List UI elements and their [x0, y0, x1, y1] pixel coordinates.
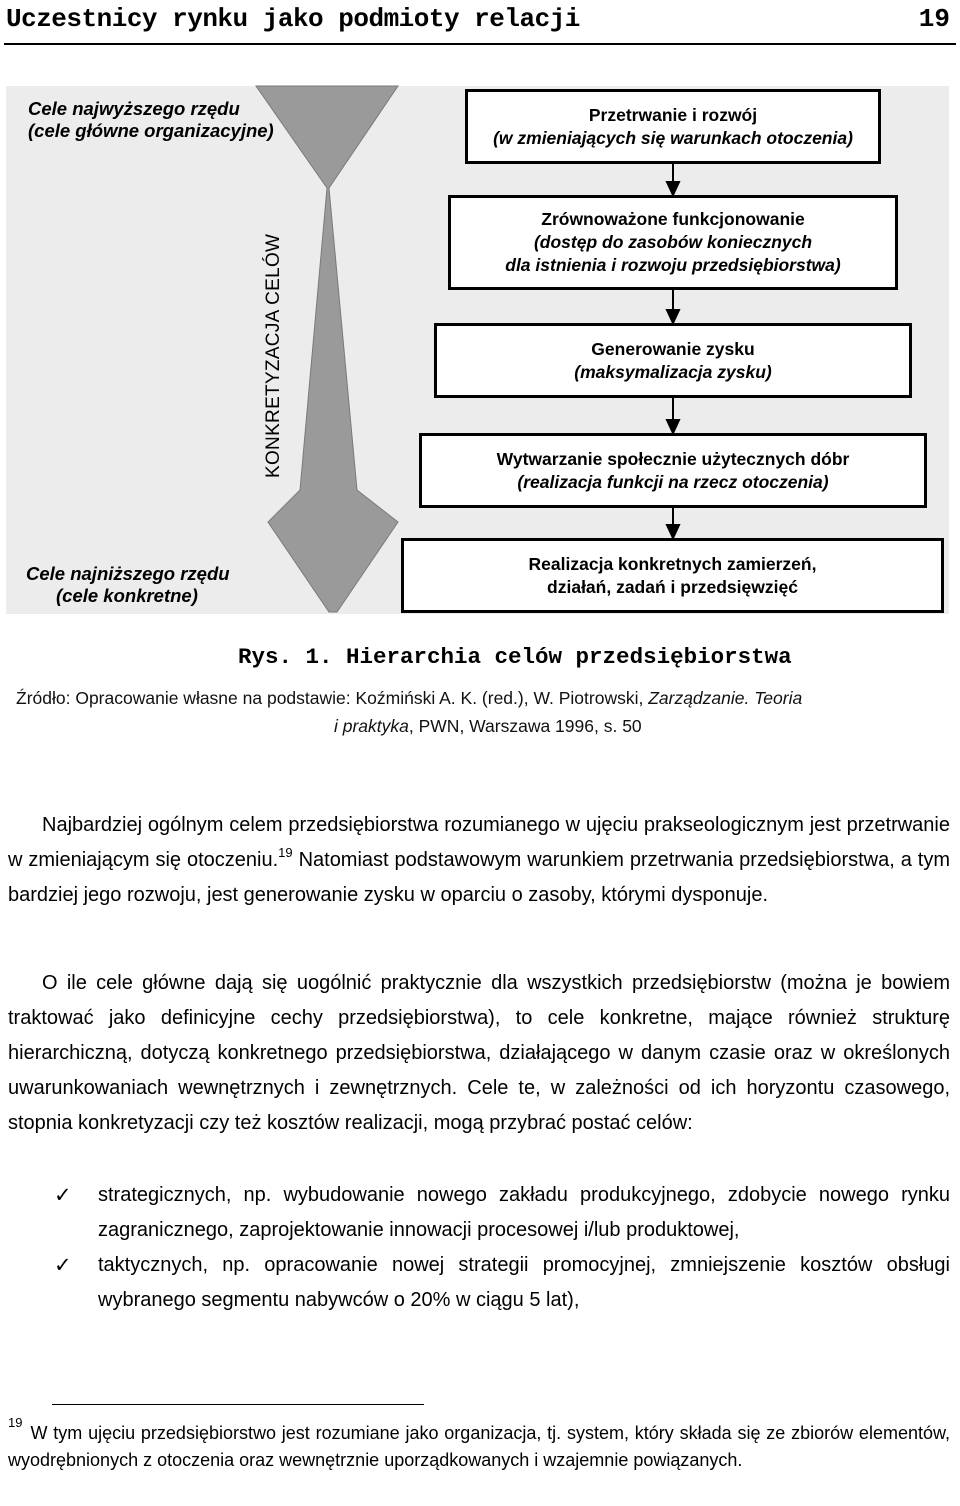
arrow-label: KONKRETYZACJA CELÓW	[263, 233, 284, 478]
figure-caption: Rys. 1. Hierarchia celów przedsiębiorstwa	[238, 644, 792, 670]
running-title: Uczestnicy rynku jako podmioty relacji	[6, 4, 580, 34]
page-number: 19	[918, 4, 950, 34]
goal-box-survival: Przetrwanie i rozwój (w zmieniających się warunkach otoczenia)	[465, 89, 881, 164]
list-item: ✓ taktycznych, np. opracowanie nowej strategii promocyjnej, zmniejszenie kosztów obsługi wybranego segmentu nabywców o 20% w ciągu 5 lat),	[8, 1248, 950, 1318]
footnote-ref[interactable]: 19	[278, 845, 293, 860]
checkmark-icon: ✓	[54, 1184, 72, 1207]
checkmark-icon: ✓	[54, 1254, 72, 1277]
list-item: ✓ strategicznych, np. wybudowanie nowego zakładu produkcyjnego, zdobycie nowego rynku zagranicznego, zaprojektowanie innowacji procesowej i/lub produktowej,	[8, 1178, 950, 1248]
connector-arrows	[0, 0, 960, 620]
footnote-separator	[52, 1404, 424, 1405]
goal-box-production: Wytwarzanie społecznie użytecznych dóbr (realizacja funkcji na rzecz otoczenia)	[419, 433, 927, 508]
footnote: $^{19}$W tym ujęciu przedsiębiorstwo jest rozumiane jako organizacja, tj. system, który składa się ze zbiorów elementów, wyodrębnionych z otoczenia oraz wewnętrznie uporządkowanych i wzajemnie powiązanych.	[8, 1415, 950, 1470]
paragraph-2: O ile cele główne dają się uogólnić praktycznie dla wszystkich przedsiębiorstw (można je bowiem traktować jako definicyjne cechy przedsiębiorstwa), to cele konkretne, mające również strukturę hierarchiczną, dotyczą konkretnego przedsiębiorstwa, działającego w danym czasie oraz w określonych uwarunkowaniach wewnętrznych i zewnętrznych. Cele te, w zależności od ich horyzontu czasowego, stopnia konkretyzacji czy też kosztów realizacji, mogą przybrać postać celów:	[8, 972, 950, 1134]
goal-box-profit: Generowanie zysku (maksymalizacja zysku)	[434, 323, 912, 398]
goals-list	[8, 1178, 950, 1318]
bottom-goals-label: Cele najniższego rzędu (cele konkretne)	[26, 563, 230, 606]
goal-box-realization: Realizacja konkretnych zamierzeń, działań, zadań i przedsięwzięć	[401, 538, 944, 613]
goal-box-balanced: Zrównoważone funkcjonowanie (dostęp do zasobów koniecznych dla istnienia i rozwoju przedsiębiorstwa)	[448, 195, 898, 290]
top-goals-label: Cele najwyższego rzędu (cele główne organizacyjne)	[28, 98, 274, 141]
paragraph-1: Najbardziej ogólnym celem przedsiębiorstwa rozumianego w ujęciu prakseologicznym jest przetrwanie w zmieniającym się otoczeniu.$^{19}$ Natomiast podstawowym warunkiem przetrwania przedsiębiorstwa, a tym bardziej jego rozwoju, jest generowanie zysku w oparciu o zasoby, którymi dysponuje.	[8, 814, 951, 906]
hierarchy-figure	[0, 0, 960, 620]
figure-source: Źródło: Opracowanie własne na podstawie: Koźmiński A. K. (red.), W. Piotrowski, Zarządzanie. Teoria i praktyka, PWN, Warszawa 1996, s. 50	[16, 688, 803, 736]
